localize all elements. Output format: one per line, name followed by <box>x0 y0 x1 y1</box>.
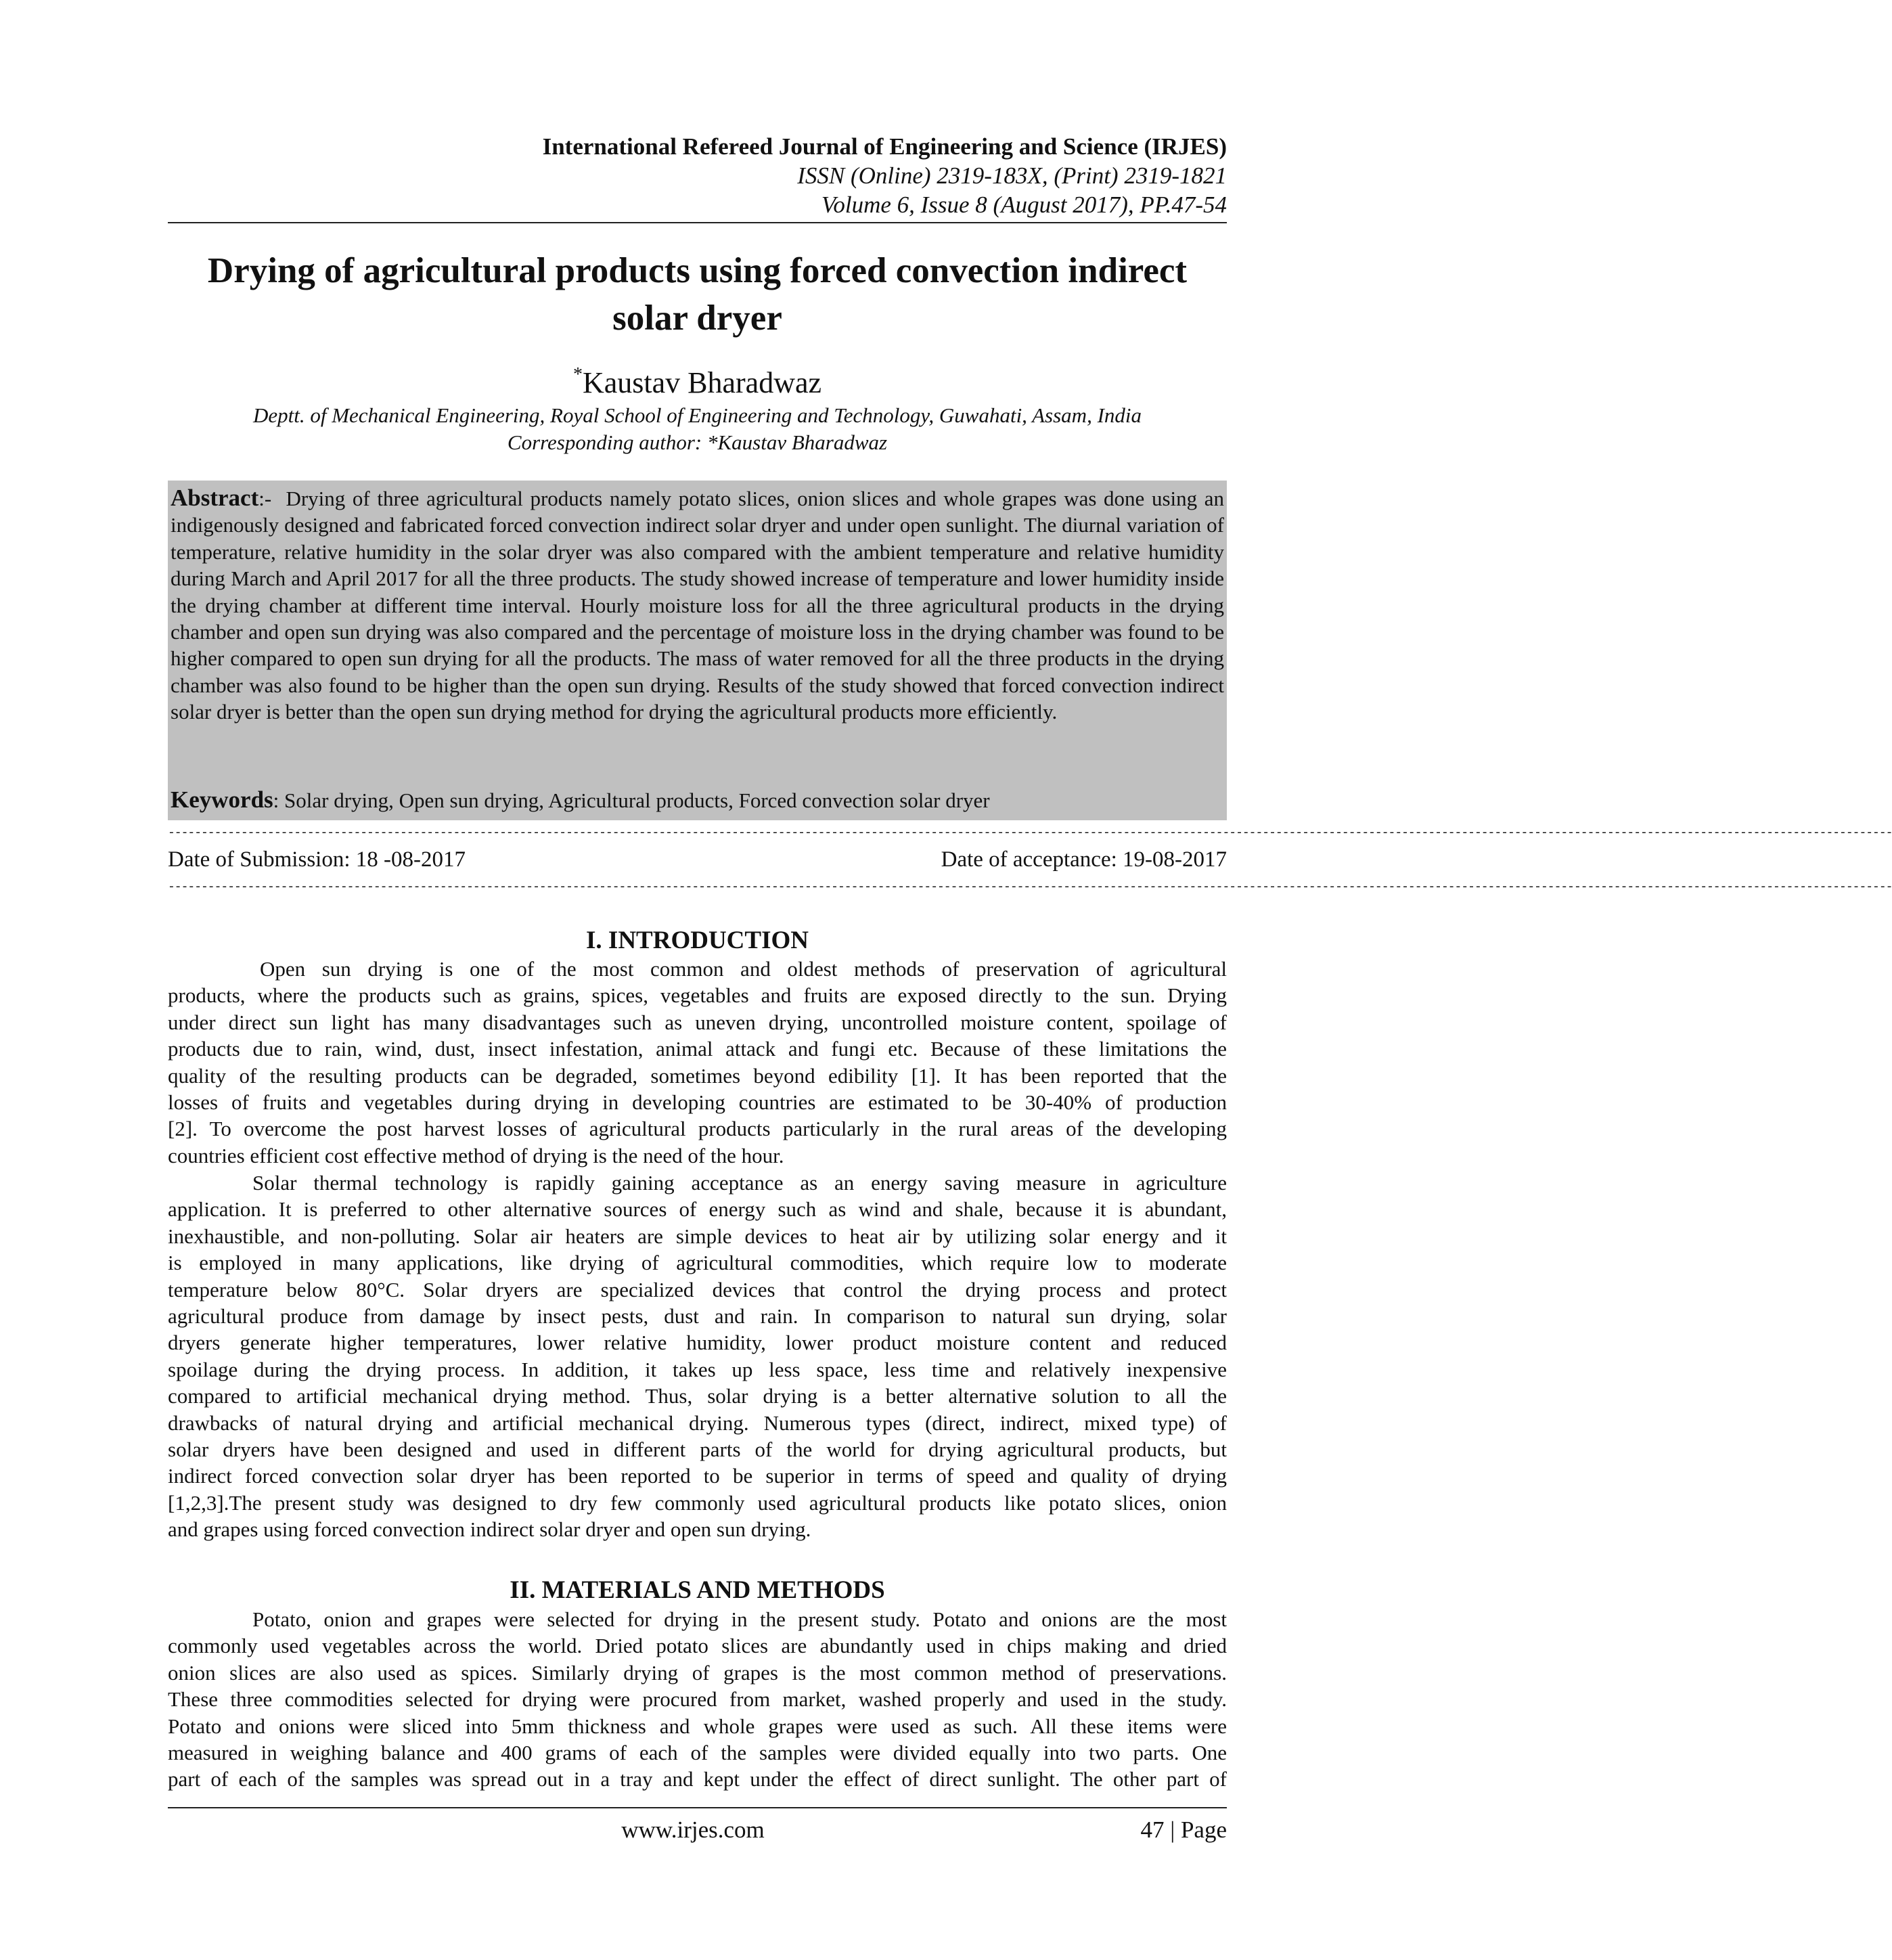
section-heading-introduction: I. INTRODUCTION <box>586 927 809 954</box>
text-line: [2]. To overcome the post harvest losses of agricultural products particularly in the rural areas of the developing <box>168 1117 1227 1141</box>
text-line: spoilage during the drying process. In addition, it takes up less space, less time and relatively inexpensive <box>168 1357 1227 1381</box>
text-line: and grapes using forced convection indirect solar dryer and open sun drying. <box>168 1517 811 1542</box>
section-heading-methods: II. MATERIALS AND METHODS <box>510 1576 885 1604</box>
abstract-separator: :- <box>258 487 272 510</box>
footer-url: www.irjes.com <box>621 1817 765 1843</box>
text-line: temperature below 80°C. Solar dryers are specialized devices that control the drying process and protect <box>168 1277 1227 1301</box>
text-line: Potato and onions were sliced into 5mm thickness and whole grapes were used as such. All these items were <box>168 1714 1227 1738</box>
text-line: [1,2,3].The present study was designed to dry few commonly used agricultural products like potato slices, onion <box>168 1490 1227 1515</box>
text-line: under direct sun light has many disadvantages such as uneven drying, uncontrolled moisture content, spoilage of <box>168 1010 1227 1034</box>
methods-paragraph-1 <box>168 1606 1227 1793</box>
text-line: Open sun drying is one of the most common and oldest methods of preservation of agricultural <box>260 957 1227 981</box>
keywords: Keywords: Solar drying, Open sun drying, Agricultural products, Forced convection solar dryer <box>171 786 990 813</box>
corresponding-author: Corresponding author: *Kaustav Bharadwaz <box>507 430 888 454</box>
author-mark: * <box>572 364 583 385</box>
text-line: part of each of the samples was spread out in a tray and kept under the effect of direct sunlight. The other part of <box>168 1767 1227 1791</box>
text-line: These three commodities selected for drying were procured from market, washed properly and used in the study. <box>168 1687 1227 1712</box>
text-line: quality of the resulting products can be degraded, sometimes beyond edibility [1]. It has been reported that the <box>168 1063 1227 1088</box>
footer-page-number: 47 | Page <box>1140 1817 1227 1843</box>
header-rule <box>168 222 1227 223</box>
text-line: is employed in many applications, like drying of agricultural commodities, which require low to moderate <box>168 1251 1227 1275</box>
text-line: onion slices are also used as spices. Similarly drying of grapes is the most common method of preservations. <box>168 1660 1227 1685</box>
journal-issn: ISSN (Online) 2319-183X, (Print) 2319-1821 <box>797 162 1227 189</box>
journal-name: International Refereed Journal of Engineering and Science (IRJES) <box>542 133 1227 160</box>
text-line: inexhaustible, and non-polluting. Solar air heaters are simple devices to heat air by utilizing solar energy and it <box>168 1224 1227 1248</box>
abstract-label: Abstract <box>171 485 259 511</box>
text-line: measured in weighing balance and 400 grams of each of the samples were divided equally into two parts. One <box>168 1741 1227 1765</box>
submission-date: Date of Submission: 18 -08-2017 <box>168 847 466 872</box>
text-line: Potato, onion and grapes were selected for drying in the present study. Potato and onions are the most <box>252 1607 1227 1631</box>
paper-title: Drying of agricultural products using forced convection indirect solar dryer <box>207 251 1188 338</box>
footer-rule <box>168 1807 1227 1808</box>
text-line: products due to rain, wind, dust, insect infestation, animal attack and fungi etc. Because of these limitations the <box>168 1037 1227 1061</box>
intro-paragraph-2 <box>168 1170 1227 1543</box>
text-line: commonly used vegetables across the world. Dried potato slices are abundantly used in chips making and dried <box>168 1634 1227 1658</box>
acceptance-date: Date of acceptance: 19-08-2017 <box>941 847 1227 872</box>
abstract-text: Drying of three agricultural products namely potato slices, onion slices and whole grapes was done using an indigenously designed and fabricated forced convection indirect solar dryer and under open sunlight. The diurnal variation of temperature, relative humidity in the solar dryer was also compared with the ambient temperature and relative humidity during March and April 2017 for all the three products. The study showed increase of temperature and lower humidity inside the drying chamber at different time interval. Hourly moisture loss for all the three agricultural products in the drying chamber and open sun drying was also compared and the percentage of moisture loss in the drying chamber was found to be higher compared to open sun drying for all the products. The mass of water removed for all the three products in the drying chamber was also found to be higher than the open sun drying. Results of the study showed that forced convection indirect solar dryer is better than the open sun drying method for drying the agricultural products more efficiently. <box>171 487 1225 724</box>
text-line: application. It is preferred to other alternative sources of energy such as wind and shale, because it is abundant, <box>168 1197 1227 1222</box>
keywords-label: Keywords <box>171 786 273 813</box>
text-line: losses of fruits and vegetables during drying in developing countries are estimated to be 30-40% of production <box>168 1090 1227 1115</box>
journal-header <box>543 133 1227 219</box>
dashed-separator-top: -------------------------------------------------------------------------------------------------------------------------------------------------------------------------------------------------------------------------------------------------------------------- <box>168 826 1892 840</box>
dashed-separator-bottom: -------------------------------------------------------------------------------------------------------------------------------------------------------------------------------------------------------------------------------------------------------------------- <box>168 881 1892 894</box>
text-line: countries efficient cost effective method of drying is the need of the hour. <box>168 1143 784 1167</box>
text-line: agricultural produce from damage by insect pests, dust and rain. In comparison to natural sun drying, solar <box>168 1304 1227 1329</box>
text-line: dryers generate higher temperatures, lower relative humidity, lower product moisture content and reduced <box>168 1331 1227 1355</box>
author-name: *Kaustav Bharadwaz <box>572 364 822 399</box>
abstract <box>171 485 1224 726</box>
text-line: products, where the products such as grains, spices, vegetables and fruits are exposed directly to the sun. Drying <box>168 983 1227 1008</box>
text-line: compared to artificial mechanical drying method. Thus, solar drying is a better alternative solution to all the <box>168 1384 1227 1408</box>
intro-paragraph-1 <box>168 956 1227 1169</box>
text-line: Solar thermal technology is rapidly gaining acceptance as an energy saving measure in agriculture <box>252 1171 1227 1195</box>
keywords-text: Solar drying, Open sun drying, Agricultural products, Forced convection solar dryer <box>284 788 990 812</box>
affiliation-text: Deptt. of Mechanical Engineering, Royal School of Engineering and Technology, Guwahati, Assam, India <box>252 403 1142 427</box>
text-line: solar dryers have been designed and used in different parts of the world for drying agricultural products, but <box>168 1438 1227 1462</box>
abstract-box <box>168 481 1227 820</box>
author-affiliation <box>168 402 1227 456</box>
journal-volume: Volume 6, Issue 8 (August 2017), PP.47-54 <box>821 192 1227 218</box>
text-line: indirect forced convection solar dryer has been reported to be superior in terms of speed and quality of drying <box>168 1464 1227 1488</box>
text-line: drawbacks of natural drying and artificial mechanical drying. Numerous types (direct, indirect, mixed type) of <box>168 1410 1227 1435</box>
